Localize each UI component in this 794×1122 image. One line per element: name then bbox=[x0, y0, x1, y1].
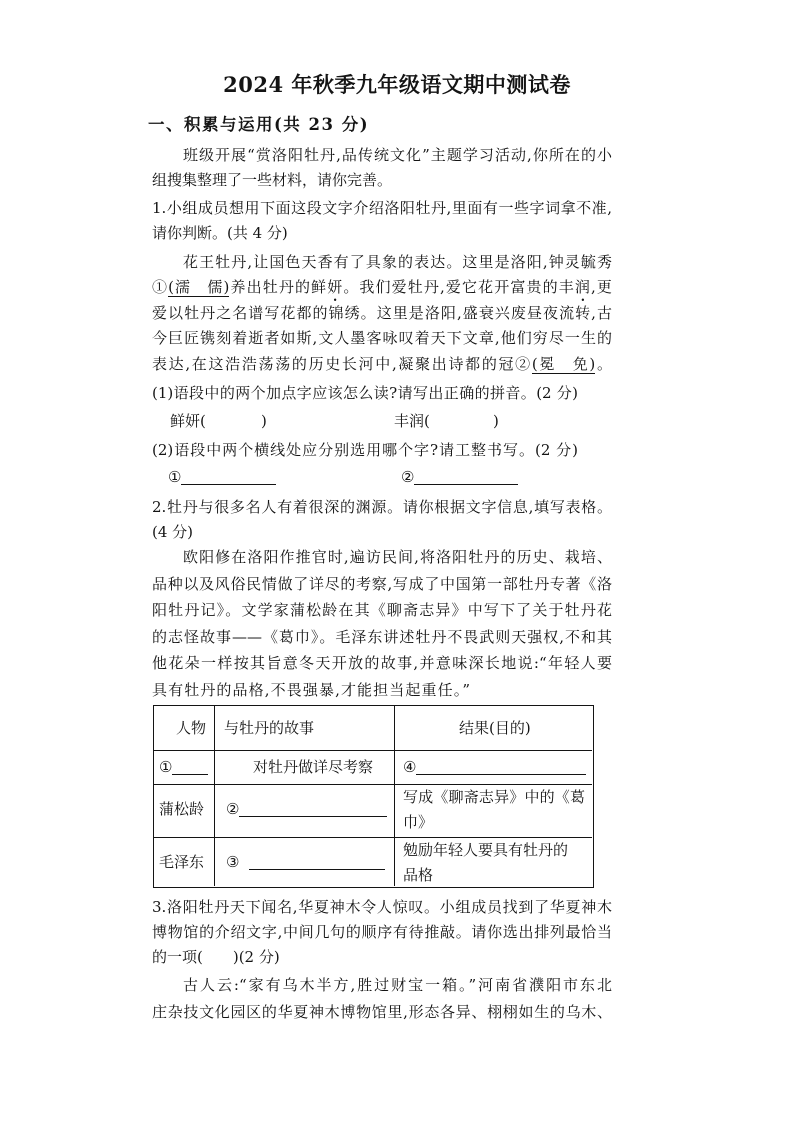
paren-close: ) bbox=[261, 412, 267, 430]
q1-sub1-prompt: (1)语段中的两个加点字应该怎么读?请写出正确的拼音。(2 分) bbox=[152, 384, 578, 402]
table-cell bbox=[395, 751, 592, 785]
q2-passage-line: 的志怪故事——《葛巾》。毛泽东讲述牡丹不畏武则天强权,不和其 bbox=[152, 628, 612, 646]
blank-label: ② bbox=[226, 800, 240, 818]
passage-text: 养出牡丹的鲜 bbox=[229, 278, 328, 296]
choice-option-1: (濡 儒) bbox=[168, 278, 230, 296]
blank-label: ① bbox=[168, 468, 182, 486]
intro-line: 班级开展“赏洛阳牡丹,品传统文化”主题学习活动,你所在的小 bbox=[183, 146, 612, 164]
q2-passage-line: 品种以及风俗民情做了详尽的考察,写成了中国第一部牡丹专著《洛 bbox=[152, 575, 612, 593]
passage-text: ,更 bbox=[591, 278, 612, 296]
table-cell bbox=[154, 838, 215, 886]
result-text: 巾》 bbox=[403, 813, 434, 831]
paren-open: ( bbox=[200, 412, 206, 430]
q3-stem-line: 3.洛阳牡丹天下闻名,华夏神木令人惊叹。小组成员找到了华夏神木 bbox=[152, 898, 612, 916]
person-name: 蒲松龄 bbox=[159, 800, 205, 818]
table-cell bbox=[215, 838, 395, 886]
paren-open: ( bbox=[424, 412, 430, 430]
section-heading: 一、积累与运用(共 23 分) bbox=[148, 115, 370, 134]
choice-option-2: (冕 免) bbox=[531, 355, 596, 373]
q1-stem-line: 请你判断。(共 4 分) bbox=[152, 224, 288, 242]
q2-stem-line: (4 分) bbox=[152, 523, 194, 541]
write-blank-1 bbox=[168, 466, 276, 488]
answer-word: 丰润 bbox=[394, 412, 425, 430]
pinyin-answer-1 bbox=[170, 410, 206, 432]
story-text: 对牡丹做详尽考察 bbox=[253, 758, 374, 776]
blank-label: ① bbox=[159, 758, 173, 776]
blank-number-1: ① bbox=[152, 278, 169, 296]
answer-underline bbox=[249, 854, 385, 870]
q3-passage-line: 庄杂技文化园区的华夏神木博物馆里,形态各异、栩栩如生的乌木、 bbox=[152, 1003, 612, 1021]
q1-sub2-prompt: (2)语段中两个横线处应分别选用哪个字?请工整书写。(2 分) bbox=[152, 441, 578, 459]
answer-word: 鲜妍 bbox=[170, 412, 201, 430]
dotted-character: 润 bbox=[574, 278, 592, 296]
q2-passage-line: 他花朵一样按其旨意冬天开放的故事,并意味深长地说:“年轻人要 bbox=[152, 654, 612, 672]
answer-underline bbox=[239, 801, 387, 817]
dotted-character: 妍 bbox=[327, 278, 344, 296]
paren-close: ) bbox=[493, 412, 499, 430]
q2-passage-line: 阳牡丹记》。文学家蒲松龄在其《聊斋志异》中写下了关于牡丹花 bbox=[152, 601, 612, 619]
header-result: 结果(目的) bbox=[459, 719, 531, 737]
q3-passage-line: 古人云:“家有乌木半方,胜过财宝一箱。”河南省濮阳市东北 bbox=[183, 976, 612, 994]
q2-passage-line: 具有牡丹的品格,不畏强暴,才能担当起重任。” bbox=[152, 681, 470, 699]
pinyin-answer-2 bbox=[394, 410, 430, 432]
answer-underline bbox=[416, 759, 586, 775]
q1-passage-line: 花王牡丹,让国色天香有了具象的表达。这里是洛阳,钟灵毓秀 bbox=[183, 253, 612, 271]
table-cell bbox=[154, 785, 215, 838]
result-text: 勉励年轻人要具有牡丹的 bbox=[403, 841, 569, 859]
table-header-cell bbox=[154, 706, 215, 751]
passage-text: 。我们爱牡丹,爱它花开富贵的丰 bbox=[343, 278, 575, 296]
q1-passage-line: 今巨匠镌刻着逝者如斯,文人墨客咏叹着天下文章,他们穷尽一生的 bbox=[152, 329, 612, 347]
result-text: 写成《聊斋志异》中的《葛 bbox=[403, 788, 585, 806]
blank-label: ④ bbox=[403, 758, 417, 776]
result-text: 品格 bbox=[403, 866, 434, 884]
passage-text: 。 bbox=[595, 355, 612, 373]
passage-text: 表达,在这浩浩荡荡的历史长河中,凝聚出诗都的冠② bbox=[152, 355, 532, 373]
blank-label: ② bbox=[401, 468, 415, 486]
table-cell bbox=[154, 751, 215, 785]
blank-label: ③ bbox=[226, 853, 240, 871]
write-blank-2 bbox=[401, 466, 518, 488]
header-story: 与牡丹的故事 bbox=[224, 719, 315, 737]
person-name: 毛泽东 bbox=[159, 853, 205, 871]
result-blank bbox=[403, 756, 586, 778]
famous-people-table bbox=[153, 705, 594, 888]
person-blank bbox=[159, 756, 208, 778]
table-cell bbox=[395, 838, 592, 886]
story-blank bbox=[226, 851, 385, 873]
q1-passage-line bbox=[152, 276, 612, 298]
table-cell bbox=[215, 785, 395, 838]
q3-stem-line: 博物馆的介绍文字,中间几句的顺序有待推敲。请你选出排列最恰当 bbox=[152, 923, 612, 941]
answer-underline bbox=[414, 469, 518, 485]
table-cell bbox=[395, 785, 592, 838]
q2-passage-line: 欧阳修在洛阳作推官时,遍访民间,将洛阳牡丹的历史、栽培、 bbox=[183, 548, 612, 566]
q1-passage-line: 爱以牡丹之名谱写花都的锦绣。这里是洛阳,盛衰兴废昼夜流转,古 bbox=[152, 304, 612, 322]
intro-line: 组搜集整理了一些材料，请你完善。 bbox=[152, 171, 393, 189]
answer-underline bbox=[172, 759, 208, 775]
table-header-cell bbox=[395, 706, 592, 751]
q2-stem-line: 2.牡丹与很多名人有着很深的渊源。请你根据文字信息,填写表格。 bbox=[152, 498, 612, 516]
table-header-cell bbox=[215, 706, 395, 751]
header-person: 人物 bbox=[176, 719, 207, 737]
table-cell bbox=[215, 751, 395, 785]
q3-stem-line: 的一项( )(2 分) bbox=[152, 948, 280, 966]
story-blank bbox=[226, 798, 387, 820]
q1-passage-line bbox=[152, 353, 612, 375]
q1-stem-line: 1.小组成员想用下面这段文字介绍洛阳牡丹,里面有一些字词拿不准, bbox=[152, 199, 612, 217]
answer-underline bbox=[181, 469, 276, 485]
exam-title: 2024 年秋季九年级语文期中测试卷 bbox=[223, 72, 571, 97]
